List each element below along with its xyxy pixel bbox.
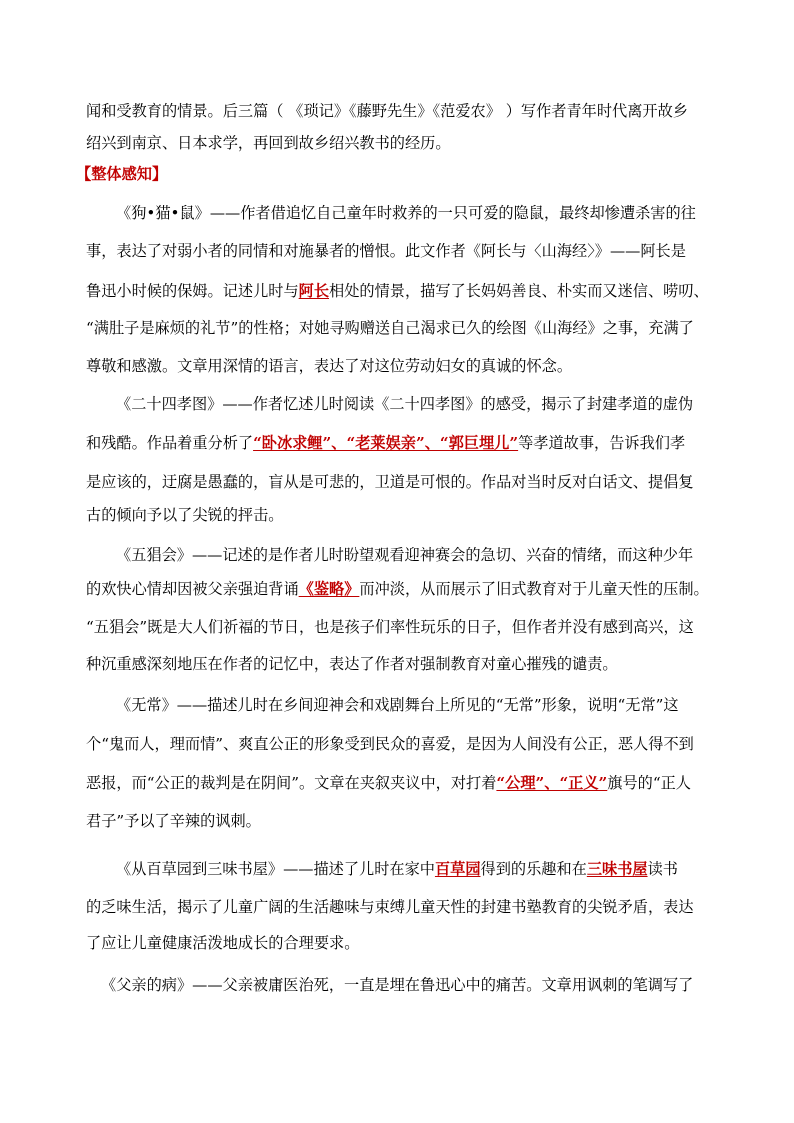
intro-line-1: 闻和受教育的情景。后三篇（ 《琐记》《藤野先生》《范爱农》 ）写作者青年时代离开故乡 [86, 102, 688, 120]
paragraph-gou-mao-shu-line-2: 事，表达了对弱小者的同情和对施暴者的憎恨。此文作者《阿长与〈山海经〉》——阿长是 [86, 242, 686, 260]
text-segment: 旗号的“正人 [607, 774, 691, 792]
paragraph-gou-mao-shu-line-5: 尊敬和感激。文章用深情的语言，表达了对这位劳动妇女的真诚的怀念。 [86, 357, 572, 375]
highlight-filial-stories: “卧冰求鲤”、“老莱娱亲”、“郭巨埋儿” [253, 434, 519, 452]
paragraph-gou-mao-shu-line-1: 《狗•猫•鼠》——作者借追忆自己童年时救养的一只可爱的隐鼠，最终却惨遭杀害的往 [116, 204, 696, 222]
text-segment: 和残酷。作品着重分析了 [86, 434, 254, 452]
paragraph-wuchang-line-1: 《无常》——描述儿时在乡间迎神会和戏剧舞台上所见的“无常”形象，说明“无常”这 [116, 696, 679, 714]
text-segment: 相处的情景，描写了长妈妈善良、朴实而又迷信、唠叨、 [329, 282, 709, 300]
text-segment: 的欢快心情却因被父亲强迫背诵 [86, 580, 299, 598]
paragraph-fuqin-de-bing-line-1: 《父亲的病》——父亲被庸医治死，一直是埋在鲁迅心中的痛苦。文章用讽刺的笔调写了 [101, 976, 694, 994]
paragraph-wuchang-hui-line-4: 种沉重感深刻地压在作者的记忆中，表达了作者对强制教育对童心摧残的谴责。 [86, 655, 618, 673]
text-segment: 《从百草园到三味书屋》——描述了儿时在家中 [116, 860, 435, 878]
paragraph-wuchang-hui-line-3: “五猖会”既是大人们祈福的节日，也是孩子们率性玩乐的日子，但作者并没有感到高兴，这 [86, 618, 694, 636]
text-segment: 鲁迅小时候的保姆。记述儿时与 [86, 282, 299, 300]
text-segment: 得到的乐趣和在 [480, 860, 587, 878]
paragraph-wuchang-hui-line-2 [86, 579, 794, 599]
paragraph-ershisi-xiao-line-2 [86, 433, 794, 453]
paragraph-wuchang-hui-line-1: 《五猖会》——记述的是作者儿时盼望观看迎神赛会的急切、兴奋的情绪，而这种少年 [116, 546, 694, 564]
text-segment: 而冲淡，从而展示了旧式教育对于儿童天性的压制。 [359, 580, 709, 598]
paragraph-baicaoyuan-line-2: 的乏味生活，揭示了儿童广阔的生活趣味与束缚儿童天性的封建书塾教育的尖锐矛盾，表达 [86, 898, 694, 916]
text-segment: 读书 [647, 860, 678, 878]
text-segment: 恶报，而“公正的裁判是在阴间”。文章在夹叙夹议中，对打着 [86, 774, 497, 792]
paragraph-baicaoyuan-line-1 [116, 859, 794, 879]
section-heading: 【整体感知】 [76, 165, 168, 183]
highlight-jian-lue: 《鉴略》 [298, 580, 360, 598]
paragraph-baicaoyuan-line-3: 了应让儿童健康活泼地成长的合理要求。 [86, 934, 360, 952]
text-segment: 等孝道故事，告诉我们孝 [518, 434, 686, 452]
highlight-baicaoyuan: 百草园 [434, 860, 481, 878]
highlight-gongli-zhengyi: “公理”、“正义” [496, 774, 608, 792]
paragraph-gou-mao-shu-line-3 [86, 281, 794, 301]
paragraph-gou-mao-shu-line-4: “满肚子是麻烦的礼节”的性格；对她寻购赠送自己渴求已久的绘图《山海经》之事，充满了 [86, 319, 694, 337]
paragraph-wuchang-line-2: 个“鬼而人，理而情”、爽直公正的形象受到民众的喜爱，是因为人间没有公正，恶人得不到 [86, 735, 694, 753]
highlight-a-chang: 阿长 [298, 282, 329, 300]
paragraph-wuchang-line-4: 君子”予以了辛辣的讽刺。 [86, 812, 261, 830]
highlight-sanwei-shuwu: 三味书屋 [586, 860, 648, 878]
paragraph-ershisi-xiao-line-4: 古的倾向予以了尖锐的抨击。 [86, 506, 284, 524]
intro-line-2: 绍兴到南京、日本求学，再回到故乡绍兴教书的经历。 [86, 134, 451, 152]
paragraph-ershisi-xiao-line-3: 是应该的，迂腐是愚蠢的，盲从是可悲的，卫道是可恨的。作品对当时反对白话文、提倡复 [86, 473, 694, 491]
paragraph-wuchang-line-3 [86, 773, 794, 793]
paragraph-ershisi-xiao-line-1: 《二十四孝图》——作者忆述儿时阅读《二十四孝图》的感受，揭示了封建孝道的虚伪 [116, 395, 694, 413]
